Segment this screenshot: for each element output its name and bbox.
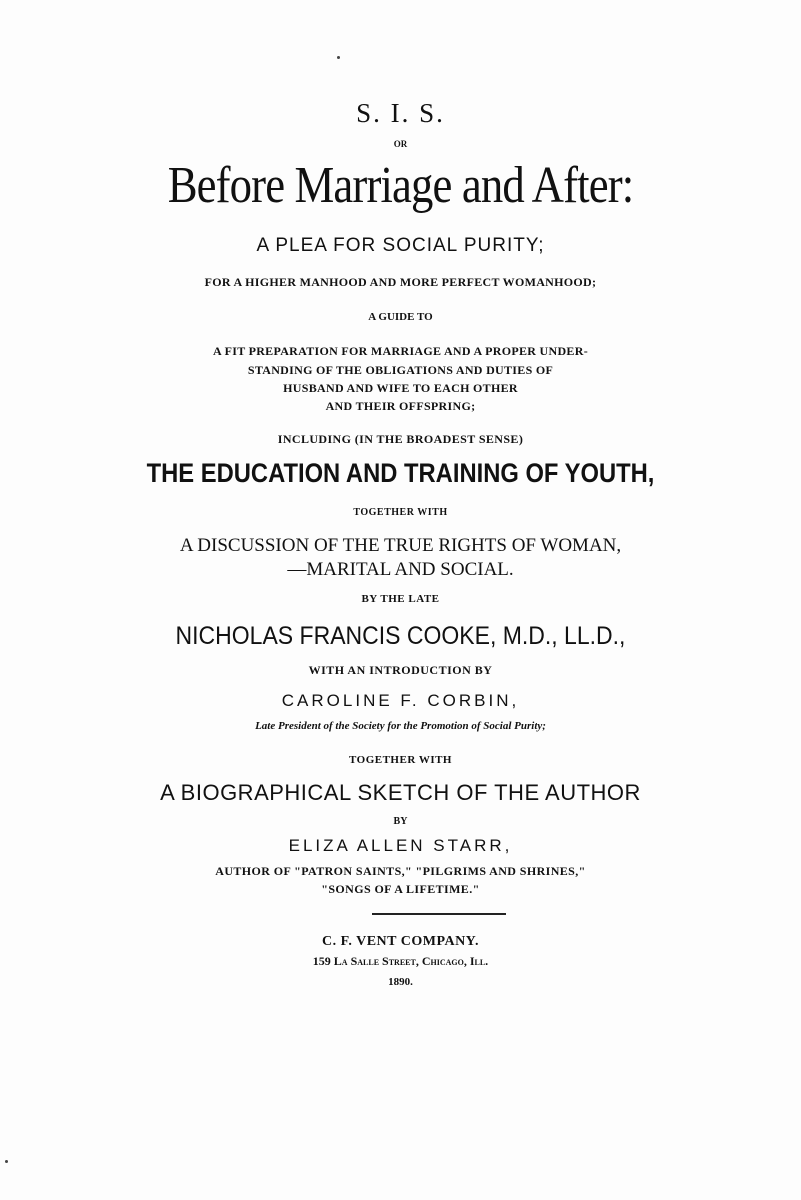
guide-to-line: A GUIDE TO [368,311,433,323]
education-heading: THE EDUCATION AND TRAINING OF YOUTH, [146,458,655,488]
introduction-by: WITH AN INTRODUCTION BY [308,663,493,677]
subtitle: A PLEA FOR SOCIAL PURITY; [256,235,545,256]
or-connector: OR [393,139,408,149]
biographical-sketch: A BIOGRAPHICAL SKETCH OF THE AUTHOR [160,780,641,805]
introducer-role: Late President of the Society for the Promotion of Social Purity; [255,720,546,732]
preparation-line-1: A FIT PREPARATION FOR MARRIAGE AND A PROPER UNDER- [212,344,588,358]
publication-year: 1890. [388,976,413,988]
discussion-line-1: A DISCUSSION OF THE TRUE RIGHTS OF WOMAN, [179,535,622,556]
preparation-line-2: STANDING OF THE OBLIGATIONS AND DUTIES OF [247,363,554,377]
discussion-line-2: —MARITAL AND SOCIAL. [287,559,514,580]
preparation-line-4: AND THEIR OFFSPRING; [325,399,476,413]
higher-manhood-line: FOR A HIGHER MANHOOD AND MORE PERFECT WOMANHOOD; [204,275,597,289]
by-connector: BY [393,816,408,827]
publisher-name: C. F. VENT COMPANY. [321,934,480,949]
preparation-line-3: HUSBAND AND WIFE TO EACH OTHER [283,381,518,395]
introducer-name: CAROLINE F. CORBIN, [281,691,520,710]
biographer-works-2: "SONGS OF A LIFETIME." [321,882,480,896]
author-name: NICHOLAS FRANCIS COOKE, M.D., LL.D., [175,622,626,650]
together-with-1: TOGETHER WITH [353,507,448,518]
together-with-2: TOGETHER WITH [349,754,452,766]
paper-speck [337,56,340,59]
including-line: INCLUDING (IN THE BROADEST SENSE) [277,432,524,446]
main-title: Before Marriage and After: [167,157,634,214]
divider-rule [372,913,506,915]
biographer-works-1: AUTHOR OF "PATRON SAINTS," "PILGRIMS AND SHRINES," [215,864,586,878]
by-the-late: BY THE LATE [361,593,440,605]
short-title: S. I. S. [356,98,445,128]
publisher-address: 159 La Salle Street, Chicago, Ill. [312,954,489,968]
paper-speck [5,1160,8,1163]
biographer-name: ELIZA ALLEN STARR, [288,836,513,855]
